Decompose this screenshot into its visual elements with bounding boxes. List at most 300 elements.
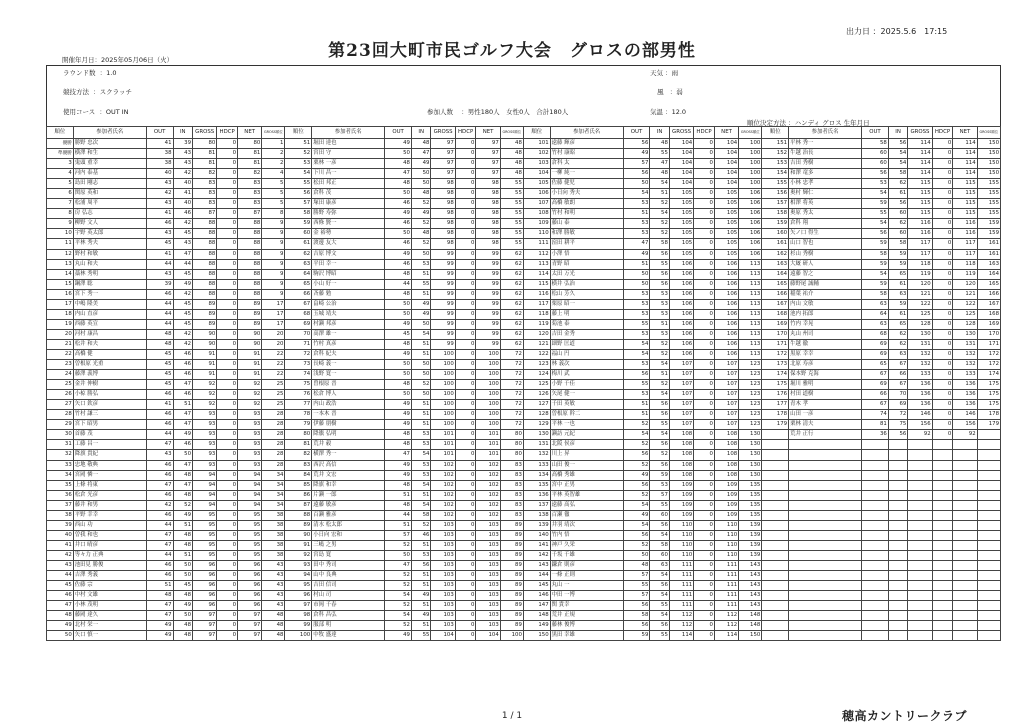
rank-cell: 40 <box>47 530 74 540</box>
table-row <box>47 400 1001 410</box>
score-cell: 43 <box>146 229 173 239</box>
rank-cell: 106 <box>523 189 550 199</box>
score-cell: 117 <box>953 239 977 249</box>
score-cell: 46 <box>146 460 173 470</box>
score-cell: 0 <box>694 370 715 380</box>
score-cell: 106 <box>714 259 738 269</box>
score-cell: 39 <box>146 279 173 289</box>
score-cell: 49 <box>385 209 412 219</box>
score-cell: 99 <box>476 309 500 319</box>
score-cell: 92 <box>908 430 932 440</box>
score-cell: 55 <box>500 199 523 209</box>
score-cell: 89 <box>238 309 262 319</box>
player-name-cell: 相澤 将英 <box>789 199 862 209</box>
table-row <box>47 581 1001 591</box>
score-cell: 47 <box>173 480 192 490</box>
score-cell: 89 <box>238 299 262 309</box>
score-cell: 103 <box>431 520 455 530</box>
score-cell: 66 <box>888 370 907 380</box>
score-cell: 113 <box>739 289 762 299</box>
score-cell: 61 <box>888 279 907 289</box>
score-cell: 108 <box>714 450 738 460</box>
rank-cell: 41 <box>47 540 74 550</box>
score-cell: 150 <box>977 159 1000 169</box>
score-cell: 0 <box>694 239 715 249</box>
score-cell: 98 <box>476 179 500 189</box>
score-cell: 143 <box>739 560 762 570</box>
score-cell: 56 <box>650 269 669 279</box>
score-cell <box>888 460 907 470</box>
score-cell: 48 <box>650 169 669 179</box>
score-cell: 83 <box>500 480 523 490</box>
score-cell <box>888 440 907 450</box>
score-cell: 0 <box>455 380 476 390</box>
score-cell: 0 <box>694 510 715 520</box>
score-cell: 50 <box>385 309 412 319</box>
player-name-cell: 矢ノ口 得生 <box>789 229 862 239</box>
rank-cell: 32 <box>47 450 74 460</box>
rank-cell: 75 <box>285 380 312 390</box>
rank-cell: 98 <box>285 611 312 621</box>
score-cell: 53 <box>650 480 669 490</box>
player-name-cell: 北阪 侯彦 <box>550 440 623 450</box>
score-cell: 0 <box>455 410 476 420</box>
score-cell <box>888 490 907 500</box>
score-cell: 90 <box>238 339 262 349</box>
score-cell: 46 <box>385 219 412 229</box>
rank-cell: 22 <box>47 349 74 359</box>
score-cell: 105 <box>714 219 738 229</box>
player-name-cell: 房 弘志 <box>73 209 146 219</box>
rank-cell: 109 <box>523 219 550 229</box>
score-cell <box>953 611 977 621</box>
score-cell: 0 <box>694 179 715 189</box>
rank-cell: 準優勝 <box>47 149 74 159</box>
player-name-cell: 平林 秀夫 <box>73 239 146 249</box>
score-cell: 60 <box>888 229 907 239</box>
rank-cell: 169 <box>762 319 789 329</box>
score-cell: 50 <box>623 179 650 189</box>
player-name-cell: 小林 忠孝 <box>789 179 862 189</box>
score-cell: 49 <box>385 420 412 430</box>
score-cell: 91 <box>238 349 262 359</box>
rank-cell: 134 <box>523 470 550 480</box>
score-cell: 110 <box>669 530 693 540</box>
score-cell: 57 <box>623 571 650 581</box>
score-cell <box>888 571 907 581</box>
score-cell: 52 <box>385 621 412 631</box>
score-cell: 46 <box>411 530 430 540</box>
score-cell: 103 <box>476 591 500 601</box>
score-cell: 107 <box>714 380 738 390</box>
score-cell: 136 <box>953 400 977 410</box>
score-cell: 83 <box>238 179 262 189</box>
player-name-cell: 吉田 信司 <box>312 581 385 591</box>
score-cell: 82 <box>193 169 217 179</box>
score-cell: 135 <box>739 490 762 500</box>
score-cell: 53 <box>650 309 669 319</box>
score-cell: 69 <box>888 400 907 410</box>
score-cell: 111 <box>669 581 693 591</box>
rank-cell: 17 <box>47 299 74 309</box>
score-cell: 56 <box>623 601 650 611</box>
score-cell: 113 <box>739 299 762 309</box>
player-name-cell: 窪田 耕平 <box>550 239 623 249</box>
rank-cell: 59 <box>285 219 312 229</box>
score-cell <box>953 591 977 601</box>
score-cell: 89 <box>500 550 523 560</box>
score-cell: 56 <box>888 139 907 149</box>
score-cell: 113 <box>739 279 762 289</box>
score-cell: 52 <box>650 349 669 359</box>
score-cell: 0 <box>455 400 476 410</box>
score-cell: 0 <box>217 239 238 249</box>
score-cell <box>977 560 1000 570</box>
score-cell: 0 <box>694 560 715 570</box>
player-name-cell: 市岡 千春 <box>312 601 385 611</box>
score-cell: 96 <box>238 571 262 581</box>
score-cell: 92 <box>193 380 217 390</box>
column-header: NET <box>238 127 262 139</box>
player-name-cell: 堀田 達也 <box>312 139 385 149</box>
score-cell <box>908 591 932 601</box>
score-cell: 114 <box>714 631 738 641</box>
score-cell <box>932 591 953 601</box>
score-cell: 0 <box>932 159 953 169</box>
score-cell: 167 <box>977 299 1000 309</box>
score-cell: 25 <box>262 400 285 410</box>
rank-cell: 103 <box>523 159 550 169</box>
score-cell: 9 <box>262 249 285 259</box>
player-name-cell: 奥村 輝仁 <box>789 189 862 199</box>
score-cell: 130 <box>739 470 762 480</box>
player-name-cell: 北村 栄一 <box>73 621 146 631</box>
score-cell: 0 <box>932 309 953 319</box>
score-cell: 25 <box>262 380 285 390</box>
player-name-cell: 西藤 英宣 <box>73 319 146 329</box>
score-cell: 94 <box>238 490 262 500</box>
score-cell: 104 <box>431 631 455 641</box>
score-cell: 93 <box>193 460 217 470</box>
score-cell: 89 <box>500 591 523 601</box>
score-cell <box>977 550 1000 560</box>
score-cell: 99 <box>431 329 455 339</box>
column-header: IN <box>650 127 669 139</box>
score-cell: 0 <box>217 571 238 581</box>
score-cell: 101 <box>476 430 500 440</box>
score-cell: 98 <box>476 229 500 239</box>
table-row <box>47 420 1001 430</box>
score-cell <box>932 631 953 641</box>
score-cell <box>977 490 1000 500</box>
score-cell <box>862 560 889 570</box>
player-name-cell <box>789 621 862 631</box>
player-name-cell <box>789 490 862 500</box>
player-name-cell: 横井 弘治 <box>550 279 623 289</box>
player-name-cell: 宇野 英太郎 <box>73 229 146 239</box>
score-cell: 103 <box>431 591 455 601</box>
score-cell: 93 <box>193 450 217 460</box>
score-cell <box>932 621 953 631</box>
player-name-cell: 佐藤 健児 <box>550 179 623 189</box>
score-cell: 62 <box>888 219 907 229</box>
score-cell: 38 <box>262 550 285 560</box>
score-cell: 17 <box>262 299 285 309</box>
score-cell <box>862 631 889 641</box>
score-cell: 115 <box>908 209 932 219</box>
score-cell: 0 <box>932 420 953 430</box>
score-cell: 47 <box>146 601 173 611</box>
score-cell: 38 <box>262 510 285 520</box>
score-cell: 72 <box>500 349 523 359</box>
score-cell <box>908 520 932 530</box>
score-cell: 62 <box>500 329 523 339</box>
table-row <box>47 219 1001 229</box>
score-cell: 49 <box>623 149 650 159</box>
score-cell: 0 <box>455 209 476 219</box>
score-cell: 0 <box>217 540 238 550</box>
score-cell: 49 <box>411 159 430 169</box>
score-cell: 0 <box>932 179 953 189</box>
rank-cell: 156 <box>762 189 789 199</box>
score-cell: 9 <box>262 219 285 229</box>
player-name-cell: 倉科 茂 <box>312 189 385 199</box>
score-cell: 94 <box>193 490 217 500</box>
rank-cell: 6 <box>47 189 74 199</box>
score-cell: 111 <box>714 581 738 591</box>
score-cell: 96 <box>193 601 217 611</box>
score-cell: 0 <box>455 460 476 470</box>
rank-cell: 16 <box>47 289 74 299</box>
score-cell: 99 <box>476 329 500 339</box>
score-cell: 83 <box>500 460 523 470</box>
score-cell: 88 <box>238 219 262 229</box>
table-row <box>47 349 1001 359</box>
table-row <box>47 631 1001 641</box>
score-cell: 54 <box>650 360 669 370</box>
score-cell: 0 <box>932 339 953 349</box>
score-cell: 99 <box>476 269 500 279</box>
score-cell: 28 <box>262 410 285 420</box>
player-name-cell: 忠地 敬典 <box>73 460 146 470</box>
score-cell: 111 <box>669 560 693 570</box>
rank-cell: 158 <box>762 209 789 219</box>
player-name-cell: 北原 寿彦 <box>789 360 862 370</box>
rank-cell: 34 <box>47 470 74 480</box>
player-name-cell: 福山 円 <box>550 349 623 359</box>
rank-cell <box>762 450 789 460</box>
player-name-cell: 宮中 正男 <box>550 480 623 490</box>
score-cell: 59 <box>650 470 669 480</box>
score-cell: 62 <box>500 289 523 299</box>
player-name-cell: 梅川 武 <box>550 370 623 380</box>
score-cell <box>977 601 1000 611</box>
score-cell: 68 <box>862 329 889 339</box>
score-cell: 43 <box>262 591 285 601</box>
player-name-cell: 藤岡 達久 <box>73 611 146 621</box>
table-body <box>47 139 1001 641</box>
score-cell: 56 <box>650 460 669 470</box>
player-name-cell: 松田 邦正 <box>312 179 385 189</box>
score-cell: 53 <box>411 470 430 480</box>
rank-cell: 126 <box>523 390 550 400</box>
score-cell: 92 <box>238 380 262 390</box>
score-cell: 88 <box>193 279 217 289</box>
score-cell: 107 <box>714 420 738 430</box>
score-cell: 56 <box>650 621 669 631</box>
score-cell: 62 <box>500 339 523 349</box>
score-cell: 72 <box>888 410 907 420</box>
score-cell: 105 <box>714 239 738 249</box>
score-cell: 101 <box>431 450 455 460</box>
score-cell: 49 <box>173 510 192 520</box>
score-cell: 43 <box>146 450 173 460</box>
score-cell: 88 <box>238 249 262 259</box>
score-cell: 0 <box>694 530 715 540</box>
score-cell: 128 <box>953 319 977 329</box>
score-cell: 103 <box>431 601 455 611</box>
player-name-cell: 河村 康昌 <box>73 329 146 339</box>
player-name-cell: 栗林 一彦 <box>312 159 385 169</box>
player-name-cell <box>789 631 862 641</box>
score-cell: 105 <box>714 209 738 219</box>
rank-cell: 79 <box>285 420 312 430</box>
score-cell: 106 <box>714 269 738 279</box>
table-row <box>47 380 1001 390</box>
score-cell: 0 <box>455 601 476 611</box>
score-cell: 49 <box>146 621 173 631</box>
rank-cell: 123 <box>523 360 550 370</box>
score-cell: 42 <box>173 329 192 339</box>
method-info: 競技方法 ：スクラッチ <box>63 88 133 96</box>
player-name-cell: 田中 秀司 <box>312 560 385 570</box>
player-name-cell <box>789 550 862 560</box>
score-cell: 100 <box>431 410 455 420</box>
rank-cell: 73 <box>285 360 312 370</box>
score-cell: 94 <box>193 470 217 480</box>
score-cell: 57 <box>623 591 650 601</box>
score-cell: 107 <box>669 370 693 380</box>
score-cell: 114 <box>908 139 932 149</box>
rank-cell: 112 <box>523 249 550 259</box>
table-row <box>47 410 1001 420</box>
score-cell: 102 <box>431 510 455 520</box>
player-name-cell: 平野 幸幸 <box>73 510 146 520</box>
score-cell: 0 <box>217 470 238 480</box>
rank-cell: 69 <box>285 319 312 329</box>
score-cell: 48 <box>262 611 285 621</box>
score-cell: 45 <box>146 370 173 380</box>
player-name-cell: 小林 茂明 <box>73 601 146 611</box>
score-cell: 104 <box>714 179 738 189</box>
score-cell: 106 <box>669 279 693 289</box>
score-cell: 55 <box>500 209 523 219</box>
score-cell: 49 <box>385 470 412 480</box>
score-cell: 111 <box>714 601 738 611</box>
score-cell: 135 <box>739 510 762 520</box>
score-cell: 96 <box>193 571 217 581</box>
score-cell: 0 <box>932 370 953 380</box>
player-name-cell: 小日向 宏和 <box>312 530 385 540</box>
score-cell: 95 <box>238 530 262 540</box>
score-cell: 48 <box>385 269 412 279</box>
rank-cell <box>762 631 789 641</box>
score-cell: 52 <box>623 540 650 550</box>
score-cell <box>888 480 907 490</box>
score-cell: 0 <box>217 299 238 309</box>
player-name-cell: 平田 幸一 <box>312 259 385 269</box>
rank-cell: 139 <box>523 520 550 530</box>
score-cell: 38 <box>262 540 285 550</box>
score-cell: 0 <box>932 430 953 440</box>
score-cell: 103 <box>431 530 455 540</box>
score-cell: 105 <box>669 219 693 229</box>
score-cell: 45 <box>146 380 173 390</box>
score-cell: 51 <box>385 520 412 530</box>
score-cell: 55 <box>862 209 889 219</box>
score-cell: 114 <box>953 169 977 179</box>
player-name-cell: 矢口 慎一 <box>73 631 146 641</box>
score-cell: 0 <box>217 249 238 259</box>
rank-cell: 67 <box>285 299 312 309</box>
score-cell: 130 <box>739 430 762 440</box>
score-cell: 115 <box>953 199 977 209</box>
participants-info: 参加人数 ：男性180人 女性0人 合計180人 <box>427 108 569 116</box>
player-name-cell: 林 義次 <box>550 360 623 370</box>
score-cell: 88 <box>238 239 262 249</box>
score-cell: 51 <box>411 581 430 591</box>
rank-cell: 124 <box>523 370 550 380</box>
score-cell: 106 <box>669 319 693 329</box>
player-name-cell: 村山 司 <box>312 591 385 601</box>
score-cell: 0 <box>455 540 476 550</box>
player-name-cell <box>789 470 862 480</box>
rank-cell: 102 <box>523 149 550 159</box>
score-cell: 48 <box>500 169 523 179</box>
score-cell: 139 <box>739 520 762 530</box>
score-cell <box>932 480 953 490</box>
score-cell: 0 <box>932 249 953 259</box>
score-cell: 83 <box>500 470 523 480</box>
score-cell: 0 <box>455 490 476 500</box>
score-cell: 91 <box>193 370 217 380</box>
score-cell: 106 <box>739 239 762 249</box>
rank-cell: 113 <box>523 259 550 269</box>
score-cell: 54 <box>888 149 907 159</box>
score-cell: 93 <box>193 430 217 440</box>
score-cell: 0 <box>217 339 238 349</box>
score-cell: 54 <box>862 219 889 229</box>
score-cell: 56 <box>888 430 907 440</box>
score-cell: 88 <box>238 269 262 279</box>
score-cell: 0 <box>694 611 715 621</box>
score-cell: 55 <box>623 581 650 591</box>
score-cell: 104 <box>714 169 738 179</box>
score-cell: 98 <box>431 209 455 219</box>
score-cell: 0 <box>217 510 238 520</box>
column-header: 順位 <box>523 127 550 139</box>
score-cell: 159 <box>977 219 1000 229</box>
score-cell: 53 <box>650 289 669 299</box>
rank-cell: 137 <box>523 500 550 510</box>
rank-cell: 171 <box>762 339 789 349</box>
score-cell: 48 <box>385 289 412 299</box>
score-cell: 50 <box>411 319 430 329</box>
score-cell: 100 <box>431 360 455 370</box>
rank-cell: 95 <box>285 581 312 591</box>
player-name-cell: 和澤 勝敏 <box>550 229 623 239</box>
score-cell <box>953 490 977 500</box>
